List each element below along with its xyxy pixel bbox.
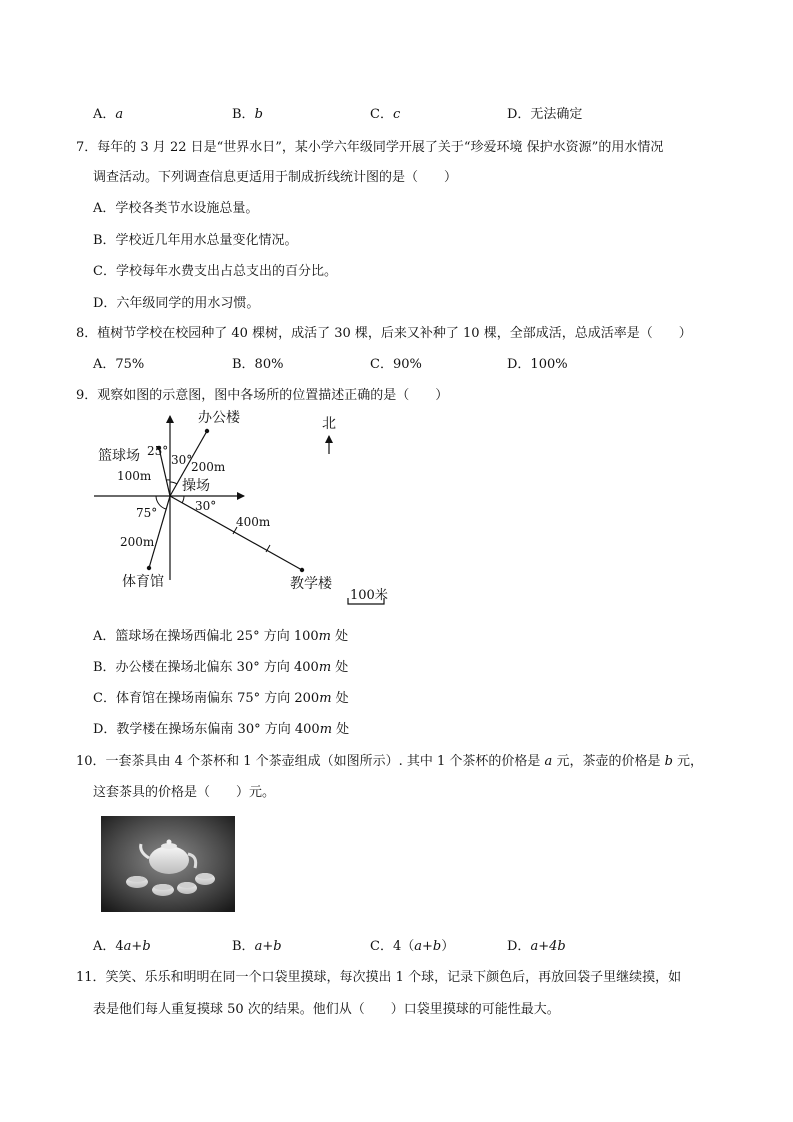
q11-stem-line1: 11．笑笑、乐乐和明明在同一个口袋里摸球，每次摸出 1 个球，记录下颜色后，再放回袋子里继续摸，如 xyxy=(76,970,682,985)
point-gym xyxy=(147,566,151,570)
q6-option-b: B．b xyxy=(232,107,263,122)
q7-stem-line1: 7．每年的 3 月 22 日是“世界水日”，某小学六年级同学开展了关于“珍爱环境 保护水资源”的用水情况 xyxy=(76,140,664,155)
label-dist-100: 100m xyxy=(117,469,152,483)
label-angle-75: 75° xyxy=(136,506,158,520)
q10-stem-line1: 10．一套茶具由 4 个茶杯和 1 个茶壶组成（如图所示）. 其中 1 个茶杯的价格是 a 元，茶壶的价格是 b 元， xyxy=(76,754,704,769)
arc-angle-75 xyxy=(156,496,166,509)
q7-option-a: A．学校各类节水设施总量。 xyxy=(93,201,259,216)
arc-angle-30b xyxy=(182,496,184,503)
label-angle-30a: 30° xyxy=(171,453,193,467)
label-angle-25: 25° xyxy=(147,444,169,458)
q9-option-b: B．办公楼在操场北偏东 30° 方向 400m 处 xyxy=(93,660,349,675)
label-north: 北 xyxy=(322,416,336,432)
q7-option-c: C．学校每年水费支出占总支出的百分比。 xyxy=(93,264,337,279)
q6-option-c: C．c xyxy=(370,107,401,122)
q9-stem: 9．观察如图的示意图，图中各场所的位置描述正确的是（ ） xyxy=(76,388,449,403)
point-teaching xyxy=(300,568,304,572)
label-dist-200a: 200m xyxy=(191,460,226,474)
label-basketball: 篮球场 xyxy=(98,448,140,464)
arc-angle-30a xyxy=(170,482,177,484)
q9-option-d: D．教学楼在操场东偏南 30° 方向 400m 处 xyxy=(93,722,350,737)
q8-option-c: C．90% xyxy=(370,357,422,372)
q8-stem: 8．植树节学校在校园种了 40 棵树，成活了 30 棵，后来又补种了 10 棵，全部成活，总成活率是（ ） xyxy=(76,326,692,341)
q11-stem-line2: 表是他们每人重复摸球 50 次的结果。他们从（ ）口袋里摸球的可能性最大。 xyxy=(93,1002,560,1017)
q10-option-c: C．4（a+b） xyxy=(370,939,455,954)
q9-option-a: A．篮球场在操场西偏北 25° 方向 100m 处 xyxy=(93,629,349,644)
label-dist-200b: 200m xyxy=(120,535,155,549)
q10-option-a: A．4a+b xyxy=(93,939,151,954)
q10-option-b: B．a+b xyxy=(232,939,282,954)
q8-option-d: D．100% xyxy=(507,357,568,372)
tea-set-photo xyxy=(101,816,235,912)
label-scale: 100米 xyxy=(350,588,388,603)
q7-stem-line2: 调查活动。下列调查信息更适用于制成折线统计图的是（ ） xyxy=(93,170,458,185)
label-gym: 体育馆 xyxy=(122,574,164,590)
label-dist-400: 400m xyxy=(236,515,271,529)
label-teaching: 教学楼 xyxy=(290,576,332,592)
point-office xyxy=(205,429,209,433)
q10-option-d: D．a+4b xyxy=(507,939,566,954)
label-angle-30b: 30° xyxy=(195,499,217,513)
label-playground: 操场 xyxy=(182,478,210,494)
q6-option-a: A．a xyxy=(93,107,124,122)
q10-stem-line2: 这套茶具的价格是（ ）元。 xyxy=(93,785,276,800)
q6-option-d: D．无法确定 xyxy=(507,107,583,122)
q7-option-b: B．学校近几年用水总量变化情况。 xyxy=(93,233,298,248)
q7-option-d: D．六年级同学的用水习惯。 xyxy=(93,296,260,311)
label-office: 办公楼 xyxy=(198,410,240,426)
q9-option-c: C．体育馆在操场南偏东 75° 方向 200m 处 xyxy=(93,691,349,706)
ray-teaching xyxy=(170,496,302,570)
q8-option-a: A．75% xyxy=(93,357,145,372)
q8-option-b: B．80% xyxy=(232,357,284,372)
q9-location-map xyxy=(80,400,410,615)
